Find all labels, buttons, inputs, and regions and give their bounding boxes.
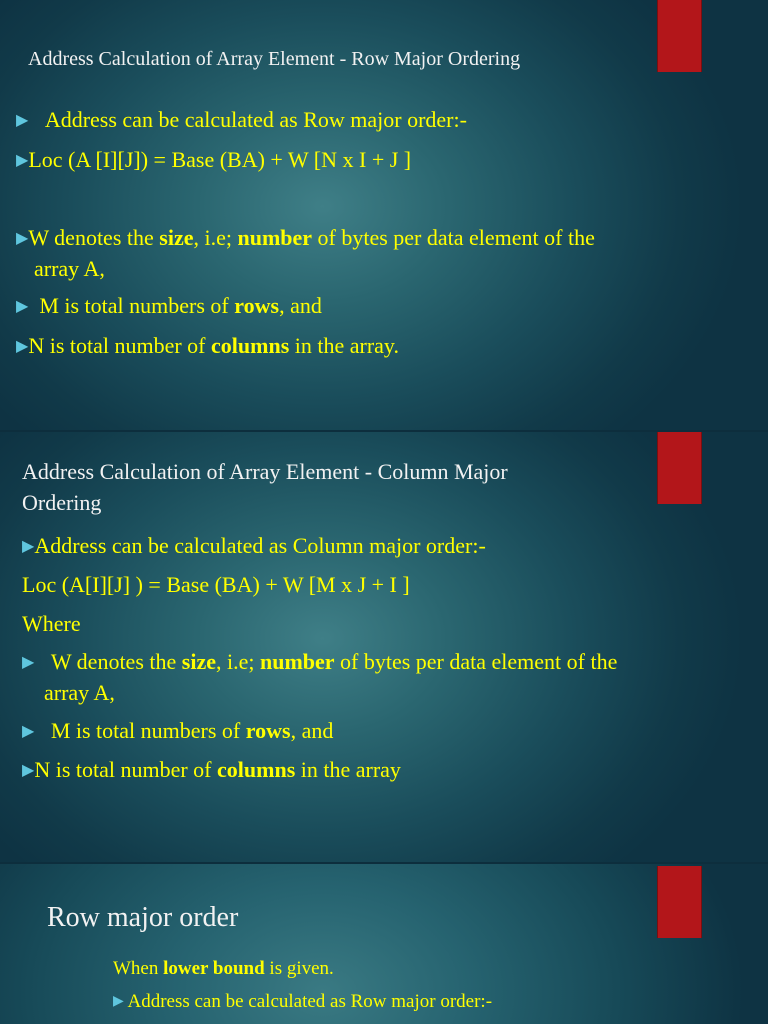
- bullet-triangle-icon: ▶: [22, 760, 35, 779]
- slide-row-major: [0, 0, 768, 430]
- slide-column-major: [0, 432, 768, 862]
- bullet-triangle-icon: ▶: [22, 652, 35, 671]
- formula-line: Loc (A[I][J] ) = Base (BA) + W [M x J + I ]: [22, 572, 410, 597]
- bullet-line-intro: ▶Address can be calculated as Column major order:-: [22, 531, 486, 561]
- bullet-triangle-icon: ▶: [113, 993, 124, 1009]
- bullet-triangle-icon: ▶: [16, 150, 29, 169]
- bullet-line-w: ▶W denotes the size, i.e; number of bytes per data element of the: [16, 223, 595, 253]
- bullet-line-w-continued: array A,: [34, 256, 105, 281]
- bullet-line-formula: ▶Loc (A [I][J]) = Base (BA) + W [N x I + J ]: [16, 145, 411, 175]
- where-label: Where: [22, 611, 81, 636]
- bullet-line-m: ▶ M is total numbers of rows, and: [22, 716, 333, 746]
- red-tab-decoration: [657, 0, 702, 72]
- slide-row-major-lower-bound: [0, 864, 768, 1024]
- bullet-line-n: ▶N is total number of columns in the array: [22, 755, 401, 785]
- bullet-triangle-icon: ▶: [22, 536, 35, 555]
- slide-title: Row major order: [47, 902, 239, 933]
- bullet-triangle-icon: ▶: [16, 110, 29, 129]
- bullet-line-w-continued: array A,: [44, 680, 115, 705]
- slide-title: Address Calculation of Array Element - Row Major Ordering: [28, 48, 521, 70]
- bullet-triangle-icon: ▶: [16, 228, 29, 247]
- red-tab-decoration: [657, 866, 702, 938]
- bullet-line-m: ▶ M is total numbers of rows, and: [16, 291, 322, 321]
- bullet-triangle-icon: ▶: [22, 721, 35, 740]
- lower-bound-line: When lower bound is given.: [113, 958, 334, 979]
- red-tab-decoration: [657, 432, 702, 504]
- bullet-line-w: ▶ W denotes the size, i.e; number of bytes per data element of the: [22, 647, 617, 677]
- bullet-line-n: ▶N is total number of columns in the array.: [16, 331, 399, 361]
- slide-title: Address Calculation of Array Element - Column Major Ordering: [22, 459, 508, 515]
- bullet-line-intro: ▶ Address can be calculated as Row major order:-: [113, 986, 492, 1017]
- bullet-triangle-icon: ▶: [16, 296, 29, 315]
- bullet-triangle-icon: ▶: [16, 336, 29, 355]
- bullet-line-intro: ▶ Address can be calculated as Row major order:-: [16, 105, 467, 135]
